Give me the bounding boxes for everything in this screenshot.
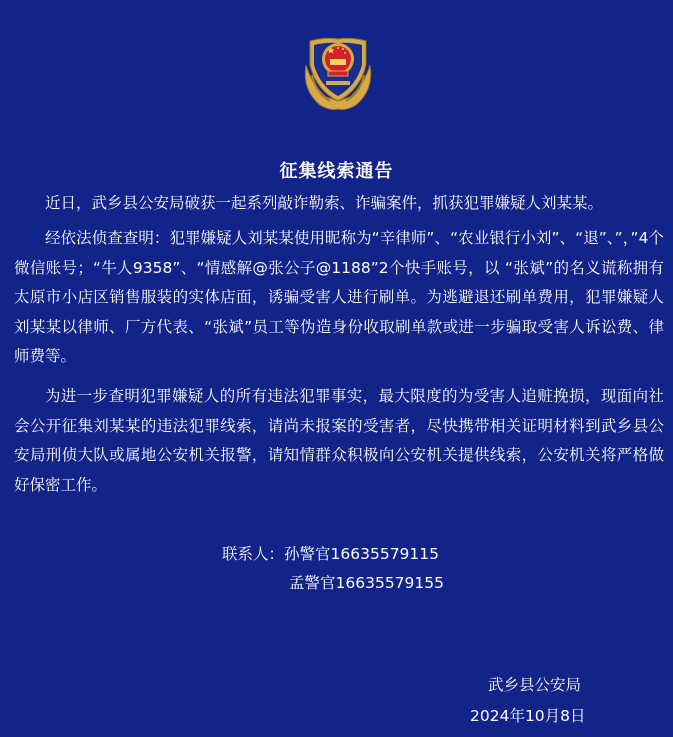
contact-phone: 16635579115: [330, 545, 440, 563]
contact-label: 联系人：: [222, 545, 285, 563]
contact-row-2: [222, 569, 444, 598]
paragraph-1: [14, 189, 664, 219]
issue-date: 2024年10月8日: [470, 707, 586, 725]
paragraph-2: [14, 224, 664, 372]
contact-phone: 16635579155: [335, 574, 444, 592]
police-emblem-icon: [300, 35, 376, 113]
paragraph-text: 为进一步查明犯罪嫌疑人的所有违法犯罪事实，最大限度的为受害人追赃挽损，现面向社会公开征集刘某某的违法犯罪线索，请尚未报案的受害者，尽快携带相关证明材料到武乡县公安局刑侦大队或属地公安机关报警，请知情群众积极向公安机关提供线索，公安机关将严格做好保密工作。: [14, 387, 664, 494]
paragraph-text: 近日，武乡县公安局破获一起系列敲诈勒索、诈骗案件，抓获犯罪嫌疑人刘某某。: [45, 194, 604, 212]
contact-name: 孟警官: [289, 574, 336, 592]
paragraph-text: 经依法侦查查明：犯罪嫌疑人刘某某使用昵称为“辛律师”、“农业银行小刘”、“退”、”，”4个微信账号；“牛人9358”、“情感解@张公子@1188”2个快手账号，以 “张斌”的名义谎称拥有太原市小店区销售服装的实体店面，诱骗受害人进行刷单。为逃避退还刷单费用，犯罪嫌疑人刘某某以律师、厂方代表、“张斌”员工等伪造身份收取刷单款或进一步骗取受害人诉讼费、律师费等。: [14, 229, 664, 365]
signature-block: [470, 670, 630, 732]
contact-row-1: [222, 540, 444, 569]
issuing-organization: 武乡县公安局: [488, 676, 582, 694]
paragraph-3: [14, 382, 664, 500]
contact-name: 孙警官: [284, 545, 331, 563]
contact-block: [222, 540, 444, 598]
notice-title: 征集线索通告: [279, 161, 394, 182]
